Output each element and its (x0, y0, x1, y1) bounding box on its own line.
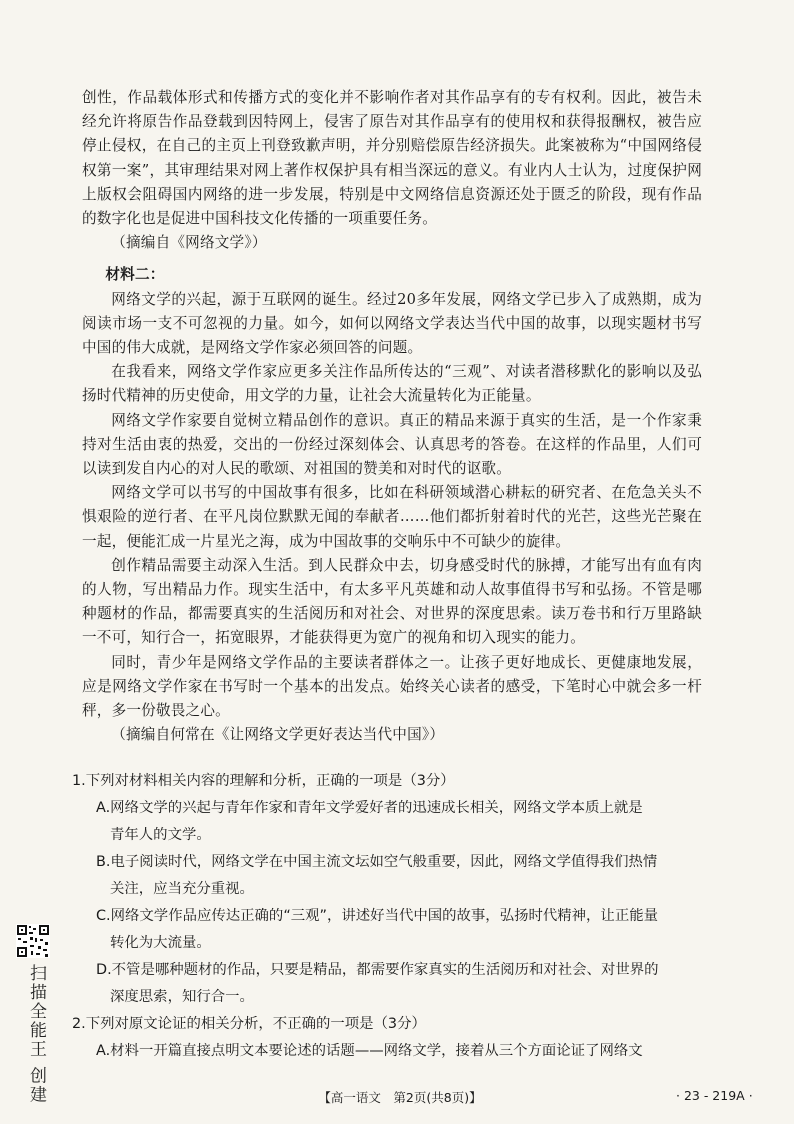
material2-paragraph: 网络文学可以书写的中国故事有很多，比如在科研领域潜心耕耘的研究者、在危急关头不惧艰险的逆行者、在平凡岗位默默无闻的奉献者……他们都折射着时代的光芒，这些光芒聚在一起，便能汇成一片星光之海，成为中国故事的交响乐中不可缺少的旋律。 (82, 484, 702, 550)
question-stem: 2.下列对原文论证的相关分析，不正确的一项是（3分） (72, 1016, 426, 1032)
question-option (96, 1038, 702, 1065)
material2-source: （摘编自何常在《让网络文学更好表达当代中国》） (111, 726, 445, 744)
questions-section (72, 768, 702, 1065)
option-letter: A. (96, 1043, 111, 1059)
material2-paragraph: 同时，青少年是网络文学作品的主要读者群体之一。让孩子更好地成长、更健康地发展，应是网络文学作家在书写时一个基本的出发点。始终关心读者的感受，下笔时心中就会多一杆秤，多一份敬畏之心。 (82, 653, 702, 720)
option-letter: B. (96, 854, 111, 870)
page-number: 【高一语文 第2页(共8页)】 (318, 1090, 482, 1105)
option-text: 电子阅读时代，网络文学在中国主流文坛如空气般重要，因此，网络文学值得我们热情 (110, 854, 658, 870)
material2-paragraph: 创作精品需要主动深入生活。到人民群众中去，切身感受时代的脉搏，才能写出有血有肉的人物，写出精品力作。现实生活中，有太多平凡英雄和动人故事值得书写和弘扬。不管是哪种题材的作品，都需要真实的生活阅历和对社会、对世界的深度思索。读万卷书和行万里路缺一不可，知行合一，拓宽眼界，才能获得更为宽广的视角和切入现实的能力。 (82, 556, 702, 647)
scanner-watermark (14, 924, 54, 1114)
option-text: 网络文学的兴起与青年作家和青年文学爱好者的迅速成长相关，网络文学本质上就是 (110, 800, 643, 816)
option-text-continued: 转化为大流量。 (110, 935, 211, 951)
material2-paragraph: 网络文学作家要自觉树立精品创作的意识。真正的精品来源于真实的生活，是一个作家秉持对生活由衷的热爱，交出的一份经过深刻体会、认真思考的答卷。在这样的作品里，人们可以读到发自内心的对人民的歌颂、对祖国的赞美和对时代的讴歌。 (82, 411, 702, 478)
option-text: 不管是哪种题材的作品，只要是精品，都需要作家真实的生活阅历和对社会、对世界的 (111, 962, 659, 978)
question-option (96, 795, 702, 849)
option-text: 材料一开篇直接点明文本要论述的话题——网络文学，接着从三个方面论证了网络文 (110, 1043, 643, 1059)
option-text-continued: 关注，应当充分重视。 (110, 881, 254, 897)
option-text-continued: 青年人的文学。 (110, 827, 211, 843)
material1-source: （摘编自《网络文学》） (111, 234, 267, 252)
paper-code: · 23 - 219A · (676, 1088, 753, 1103)
material1-paragraph: 创性，作品载体形式和传播方式的变化并不影响作者对其作品享有的专有权利。因此，被告未经允许将原告作品登载到因特网上，侵害了原告对其作品享有的使用权和获得报酬权，被告应停止侵权，在自己的主页上刊登致歉声明，并分别赔偿原告经济损失。此案被称为“中国网络侵权第一案”，其审理结果对网上著作权保护具有相当深远的意义。有业内人士认为，过度保护网上版权会阻碍国内网络的进一步发展，特别是中文网络信息资源还处于匮乏的阶段，现有作品的数字化也是促进中国科技文化传播的一项重要任务。 (82, 89, 702, 228)
question-option (96, 849, 702, 903)
question-option (96, 957, 702, 1011)
option-letter: C. (96, 908, 111, 924)
option-letter: D. (96, 962, 112, 978)
watermark-text: 扫描全能王 创建 (26, 964, 46, 1105)
option-text-continued: 深度思索，知行合一。 (110, 989, 254, 1005)
question-stem: 1.下列对材料相关内容的理解和分析，正确的一项是（3分） (72, 773, 455, 789)
option-text: 网络文学作品应传达正确的“三观”，讲述好当代中国的故事，弘扬时代精神，让正能量 (110, 908, 658, 924)
reading-passage (82, 86, 702, 747)
material2-paragraph: 在我看来，网络文学作家应更多关注作品所传达的“三观”、对读者潜移默化的影响以及弘扬时代精神的历史使命，用文学的力量，让社会大流量转化为正能量。 (82, 363, 702, 405)
question-option (96, 903, 702, 957)
option-letter: A. (96, 800, 111, 816)
material2-heading: 材料二： (105, 266, 165, 284)
qr-code-icon (16, 924, 50, 958)
material2-paragraph: 网络文学的兴起，源于互联网的诞生。经过20多年发展，网络文学已步入了成熟期，成为阅读市场一支不可忽视的力量。如今，如何以网络文学表达当代中国的故事，以现实题材书写中国的伟大成就，是网络文学作家必须回答的问题。 (82, 290, 702, 357)
